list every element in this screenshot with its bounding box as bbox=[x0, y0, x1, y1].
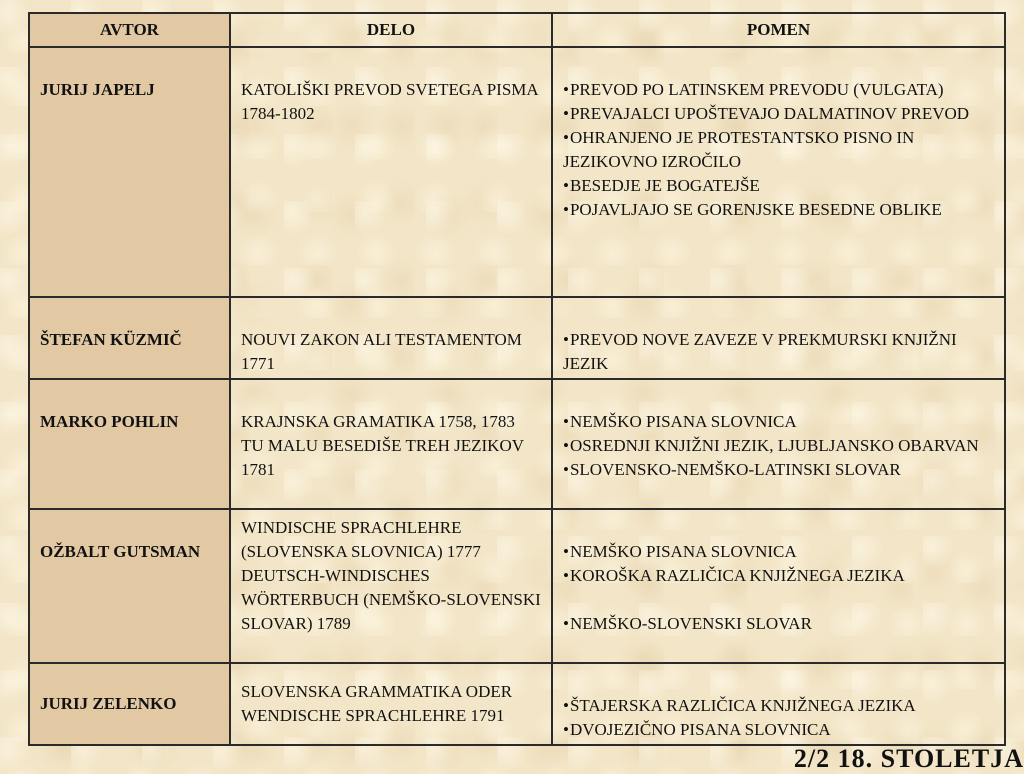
author-cell bbox=[29, 379, 230, 509]
meaning-cell bbox=[552, 379, 1005, 509]
author-cell bbox=[29, 509, 230, 663]
work-year: 1784-1802 bbox=[241, 104, 315, 123]
table-row bbox=[29, 47, 1005, 297]
work-title: DEUTSCH-WINDISCHES WÖRTERBUCH (NEMŠKO-SLOVENSKI SLOVAR) 1789 bbox=[241, 566, 541, 633]
work-cell bbox=[230, 47, 552, 297]
meaning-item: • BESEDJE JE BOGATEJŠE bbox=[563, 174, 996, 198]
meaning-spacer bbox=[563, 588, 996, 612]
author-cell bbox=[29, 297, 230, 379]
slide-title: 2/2 18. STOLETJA bbox=[793, 744, 1024, 773]
author-name: ŠTEFAN KÜZMIČ bbox=[40, 330, 182, 349]
meaning-cell bbox=[552, 297, 1005, 379]
meaning-item: • ŠTAJERSKA RAZLIČICA KNJIŽNEGA JEZIKA bbox=[563, 694, 996, 718]
work-title: KRAJNSKA GRAMATIKA 1758, 1783 bbox=[241, 412, 515, 431]
meaning-cell bbox=[552, 663, 1005, 745]
work-title: KATOLIŠKI PREVOD SVETEGA PISMA bbox=[241, 80, 539, 99]
meaning-cell bbox=[552, 47, 1005, 297]
meaning-item: • DVOJEZIČNO PISANA SLOVNICA bbox=[563, 718, 996, 742]
meaning-item: • NEMŠKO PISANA SLOVNICA bbox=[563, 410, 996, 434]
author-name: JURIJ ZELENKO bbox=[40, 694, 177, 713]
table-header-row bbox=[29, 13, 1005, 47]
meaning-item: • PREVAJALCI UPOŠTEVAJO DALMATINOV PREVOD bbox=[563, 102, 996, 126]
meaning-cell bbox=[552, 509, 1005, 663]
header-meaning: POMEN bbox=[552, 13, 1005, 47]
table-row bbox=[29, 509, 1005, 663]
header-author: AVTOR bbox=[29, 13, 230, 47]
meaning-item: • POJAVLJAJO SE GORENJSKE BESEDNE OBLIKE bbox=[563, 198, 996, 222]
work-title: NOUVI ZAKON ALI TESTAMENTOM 1771 bbox=[241, 330, 522, 373]
table-row bbox=[29, 297, 1005, 379]
author-name: OŽBALT GUTSMAN bbox=[40, 542, 201, 561]
work-cell bbox=[230, 509, 552, 663]
author-cell bbox=[29, 663, 230, 745]
work-title: SLOVENSKA GRAMMATIKA ODER WENDISCHE SPRACHLEHRE 1791 bbox=[241, 682, 513, 725]
meaning-item: • OHRANJENO JE PROTESTANTSKO PISNO IN JEZIKOVNO IZROČILO bbox=[563, 126, 996, 174]
table-row bbox=[29, 379, 1005, 509]
meaning-item: • OSREDNJI KNJIŽNI JEZIK, LJUBLJANSKO OBARVAN bbox=[563, 434, 996, 458]
work-cell bbox=[230, 379, 552, 509]
author-name: JURIJ JAPELJ bbox=[40, 80, 155, 99]
work-title: WINDISCHE SPRACHLEHRE (SLOVENSKA SLOVNICA) 1777 bbox=[241, 518, 481, 561]
author-name: MARKO POHLIN bbox=[40, 412, 179, 431]
header-work: DELO bbox=[230, 13, 552, 47]
meaning-item: • SLOVENSKO-NEMŠKO-LATINSKI SLOVAR bbox=[563, 458, 996, 482]
meaning-item: • NEMŠKO PISANA SLOVNICA bbox=[563, 540, 996, 564]
work-title: TU MALU BESEDIŠE TREH JEZIKOV 1781 bbox=[241, 436, 524, 479]
meaning-item: • KOROŠKA RAZLIČICA KNJIŽNEGA JEZIKA bbox=[563, 564, 996, 588]
work-cell bbox=[230, 663, 552, 745]
literature-table bbox=[28, 12, 1006, 746]
table-row bbox=[29, 663, 1005, 745]
meaning-item: • PREVOD NOVE ZAVEZE V PREKMURSKI KNJIŽNI JEZIK bbox=[563, 328, 996, 376]
meaning-item: • NEMŠKO-SLOVENSKI SLOVAR bbox=[563, 612, 996, 636]
meaning-item: • PREVOD PO LATINSKEM PREVODU (VULGATA) bbox=[563, 78, 996, 102]
work-cell bbox=[230, 297, 552, 379]
author-cell bbox=[29, 47, 230, 297]
